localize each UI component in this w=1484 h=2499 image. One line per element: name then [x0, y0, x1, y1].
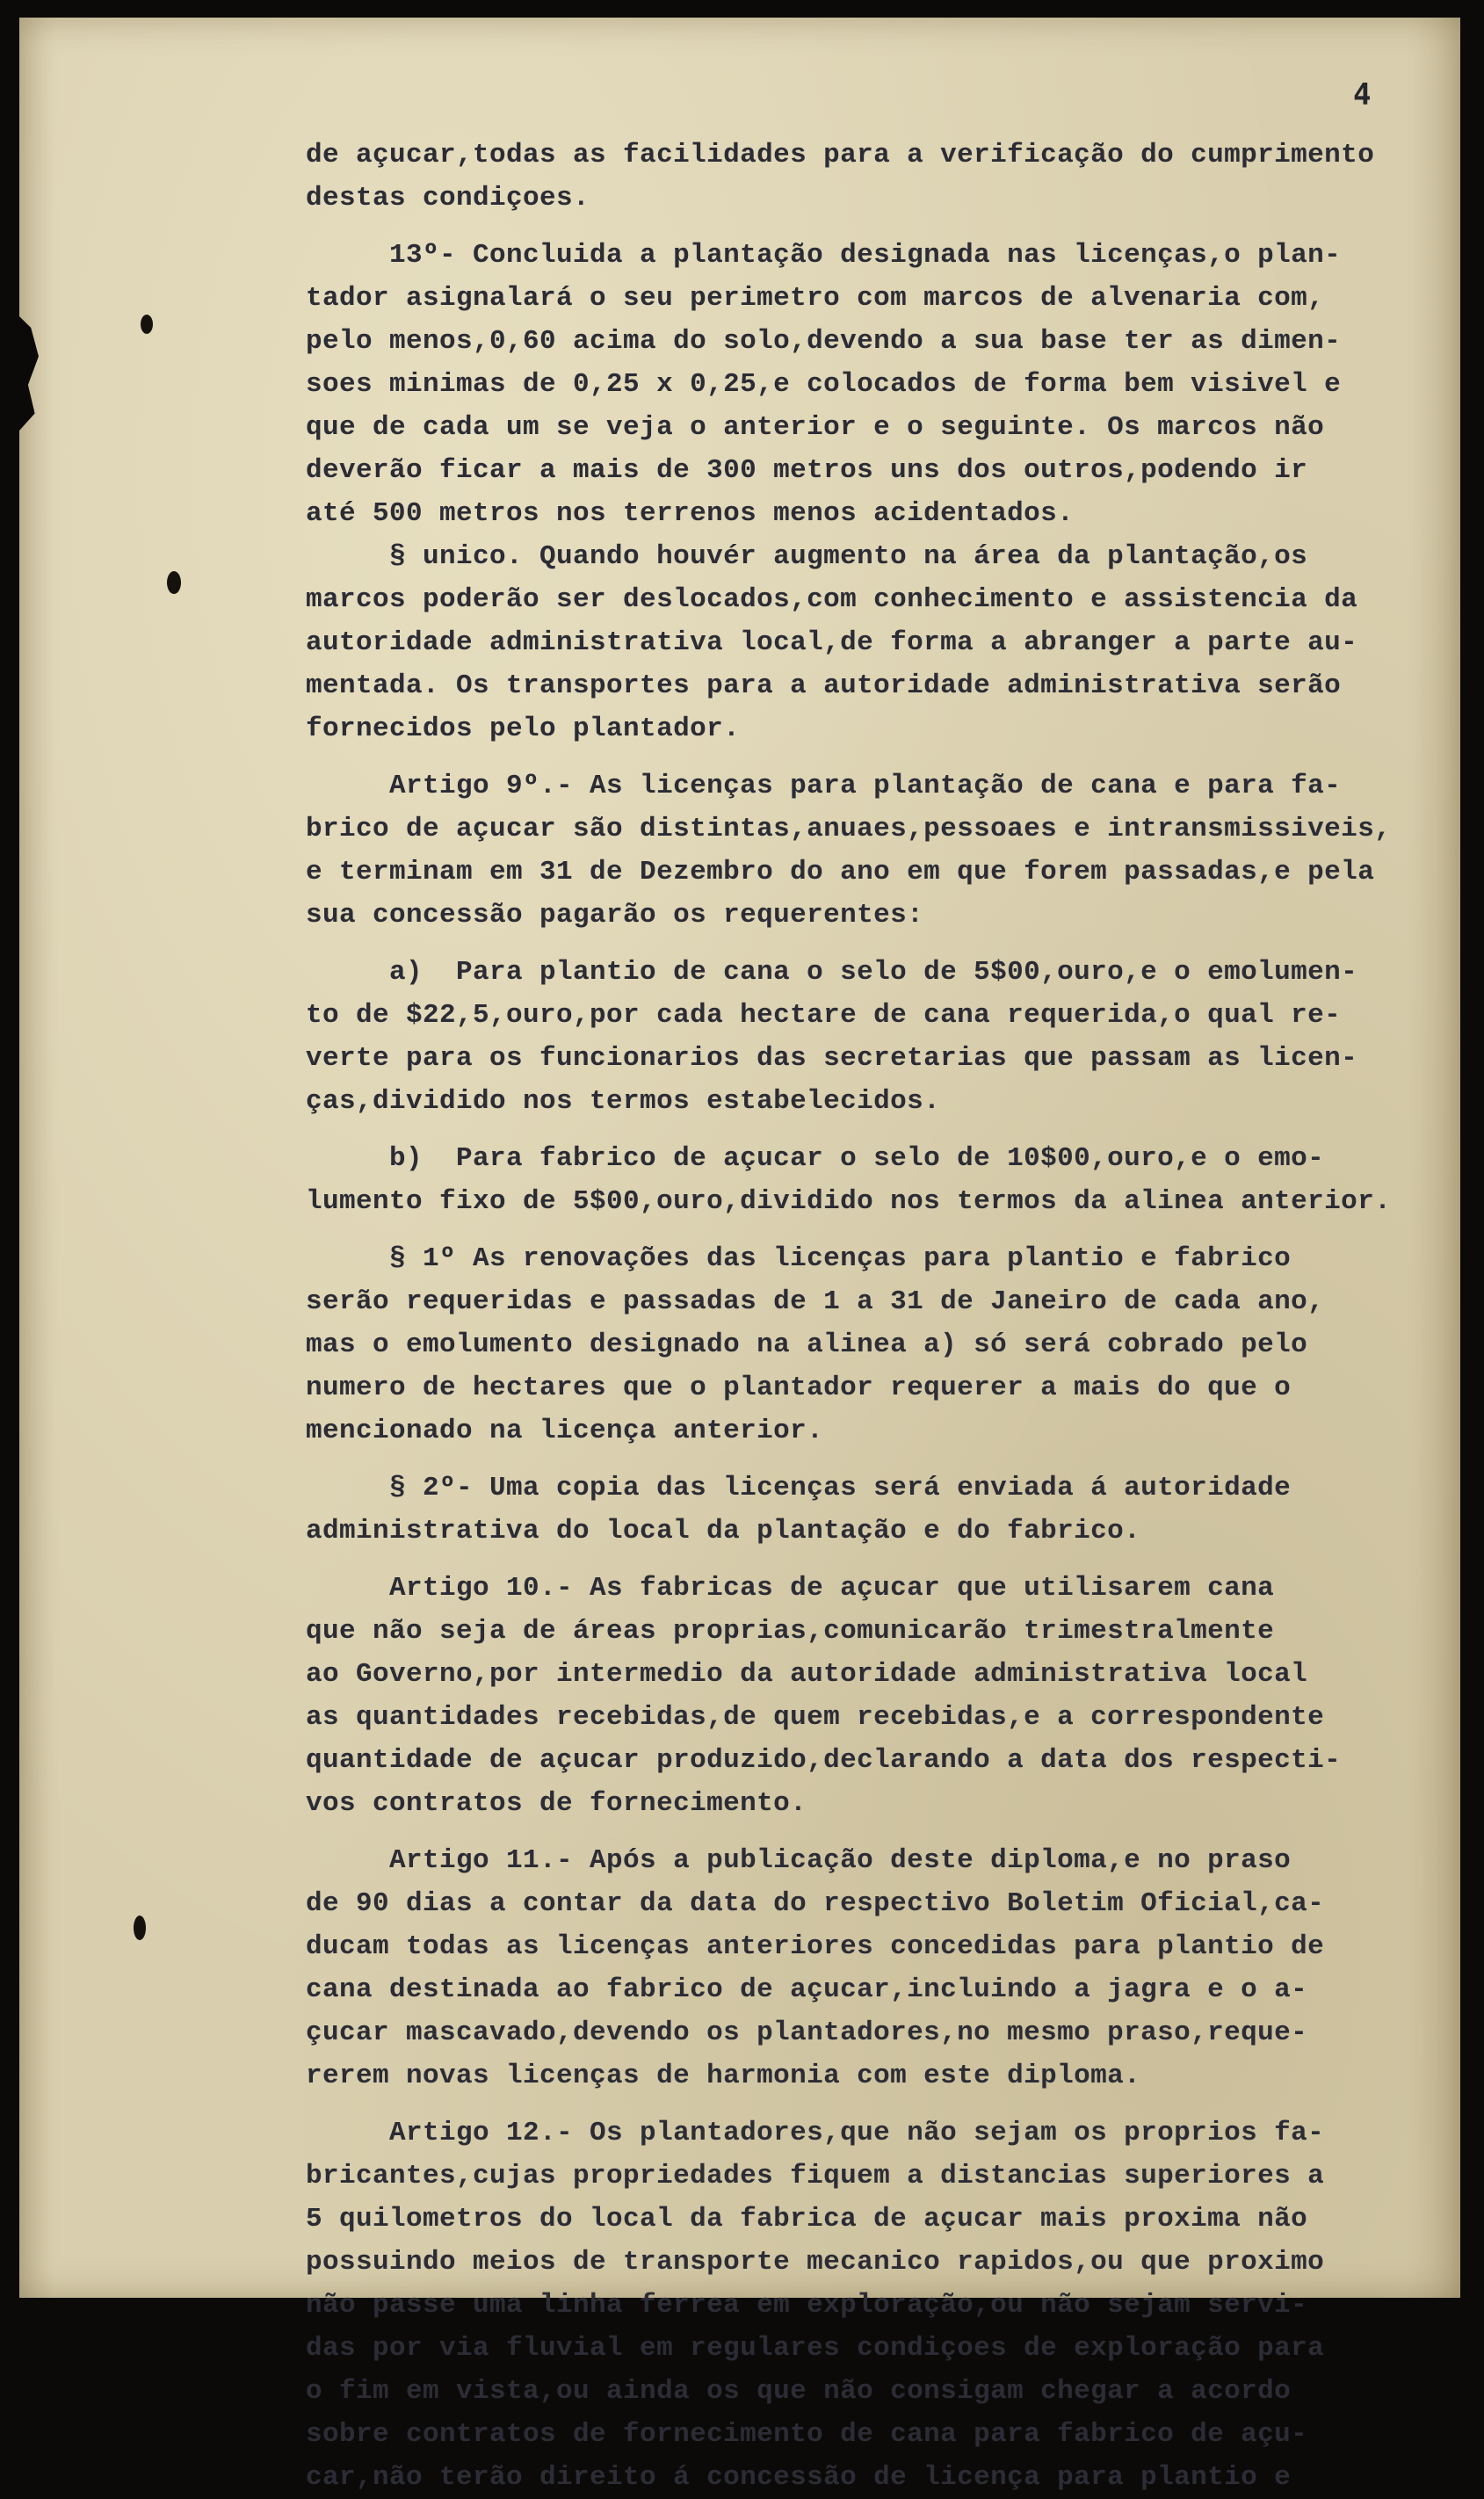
- text-line: 5 quilometros do local da fabrica de açucar mais proxima não: [306, 2204, 1308, 2235]
- text-line: § unico. Quando houvér augmento na área da plantação,os: [306, 541, 1308, 572]
- text-line: Artigo 11.- Após a publicação deste diploma,e no praso: [306, 1845, 1292, 1876]
- text-line: e terminam em 31 de Dezembro do ano em que forem passadas,e pela: [306, 857, 1375, 887]
- text-line: rerem novas licenças de harmonia com este diploma.: [306, 2061, 1141, 2091]
- ink-blot-mark: [134, 1916, 146, 1940]
- text-line: marcos poderão ser deslocados,com conhecimento e assistencia da: [306, 584, 1358, 615]
- text-line: de 90 dias a contar da data do respectivo Boletim Oficial,ca-: [306, 1888, 1325, 1919]
- text-line: de açucar,todas as facilidades para a verificação do cumprimento: [306, 140, 1375, 170]
- text-line: cana destinada ao fabrico de açucar,incluindo a jagra e o a-: [306, 1974, 1308, 2005]
- text-line: brico de açucar são distintas,anuaes,pessoaes e intransmissiveis,: [306, 814, 1392, 844]
- text-line: 13º- Concluida a plantação designada nas licenças,o plan-: [306, 240, 1342, 271]
- text-line: ças,dividido nos termos estabelecidos.: [306, 1086, 941, 1117]
- text-line: mencionado na licença anterior.: [306, 1416, 824, 1446]
- text-line: Artigo 12.- Os plantadores,que não sejam os proprios fa-: [306, 2118, 1325, 2148]
- paragraph: [306, 535, 1439, 750]
- text-line: fornecidos pelo plantador.: [306, 713, 741, 744]
- ink-blot-mark: [167, 571, 181, 594]
- paragraph: [306, 2111, 1439, 2499]
- text-line: destas condiçoes.: [306, 183, 590, 214]
- text-line: que de cada um se veja o anterior e o seguinte. Os marcos não: [306, 412, 1325, 443]
- text-line: o fim em vista,ou ainda os que não consigam chegar a acordo: [306, 2376, 1292, 2407]
- text-line: administrativa do local da plantação e do fabrico.: [306, 1516, 1141, 1546]
- text-line: § 1º As renovações das licenças para plantio e fabrico: [306, 1243, 1292, 1274]
- paragraph: [306, 1839, 1439, 2097]
- paragraph: [306, 1237, 1439, 1452]
- text-line: Artigo 9º.- As licenças para plantação de cana e para fa-: [306, 771, 1342, 801]
- page-number: 4: [1353, 77, 1372, 112]
- text-line: vos contratos de fornecimento.: [306, 1788, 807, 1819]
- text-line: autoridade administrativa local,de forma a abranger a parte au-: [306, 627, 1358, 658]
- text-line: sobre contratos de fornecimento de cana para fabrico de açu-: [306, 2419, 1308, 2450]
- text-line: b) Para fabrico de açucar o selo de 10$00,ouro,e o emo-: [306, 1143, 1325, 1174]
- paragraph: [306, 951, 1439, 1123]
- text-line: çucar mascavado,devendo os plantadores,no mesmo praso,reque-: [306, 2017, 1308, 2048]
- text-line: possuindo meios de transporte mecanico rapidos,ou que proximo: [306, 2247, 1325, 2278]
- text-line: verte para os funcionarios das secretarias que passam as licen-: [306, 1043, 1358, 1074]
- text-line: deverão ficar a mais de 300 metros uns dos outros,podendo ir: [306, 455, 1308, 486]
- text-line: numero de hectares que o plantador requerer a mais do que o: [306, 1373, 1292, 1403]
- text-line: das por via fluvial em regulares condiçoes de exploração para: [306, 2333, 1325, 2364]
- text-line: bricantes,cujas propriedades fiquem a distancias superiores a: [306, 2161, 1325, 2191]
- text-line: sua concessão pagarão os requerentes:: [306, 900, 924, 931]
- paragraph: [306, 1567, 1439, 1825]
- paragraph: [306, 1137, 1439, 1223]
- paragraph: [306, 234, 1439, 535]
- typewritten-body: [306, 134, 1439, 2499]
- text-line: lumento fixo de 5$00,ouro,dividido nos termos da alinea anterior.: [306, 1186, 1392, 1217]
- text-line: as quantidades recebidas,de quem recebidas,e a correspondente: [306, 1702, 1325, 1733]
- text-line: que não seja de áreas proprias,comunicarão trimestralmente: [306, 1616, 1275, 1647]
- text-line: mentada. Os transportes para a autoridade administrativa serão: [306, 670, 1342, 701]
- text-line: não passe uma linha ferrea em exploração,ou não sejam servi-: [306, 2290, 1308, 2321]
- text-line: soes minimas de 0,25 x 0,25,e colocados de forma bem visivel e: [306, 369, 1342, 400]
- text-line: a) Para plantio de cana o selo de 5$00,ouro,e o emolumen-: [306, 957, 1358, 988]
- text-line: até 500 metros nos terrenos menos acidentados.: [306, 498, 1075, 529]
- text-line: tador asignalará o seu perimetro com marcos de alvenaria com,: [306, 283, 1325, 314]
- text-line: § 2º- Uma copia das licenças será enviada á autoridade: [306, 1473, 1292, 1503]
- text-line: ao Governo,por intermedio da autoridade administrativa local: [306, 1659, 1308, 1690]
- text-line: mas o emolumento designado na alinea a) só será cobrado pelo: [306, 1329, 1308, 1360]
- text-line: Artigo 10.- As fabricas de açucar que utilisarem cana: [306, 1573, 1275, 1604]
- text-line: quantidade de açucar produzido,declarando a data dos respecti-: [306, 1745, 1342, 1776]
- text-line: to de $22,5,ouro,por cada hectare de cana requerida,o qual re-: [306, 1000, 1342, 1031]
- text-line: car,não terão direito á concessão de licença para plantio e: [306, 2462, 1292, 2493]
- ink-blot-mark: [141, 315, 153, 334]
- paragraph: [306, 764, 1439, 937]
- paragraph: [306, 134, 1439, 220]
- paragraph: [306, 1467, 1439, 1553]
- text-line: pelo menos,0,60 acima do solo,devendo a sua base ter as dimen-: [306, 326, 1342, 357]
- text-line: serão requeridas e passadas de 1 a 31 de Janeiro de cada ano,: [306, 1286, 1325, 1317]
- text-line: ducam todas as licenças anteriores concedidas para plantio de: [306, 1931, 1325, 1962]
